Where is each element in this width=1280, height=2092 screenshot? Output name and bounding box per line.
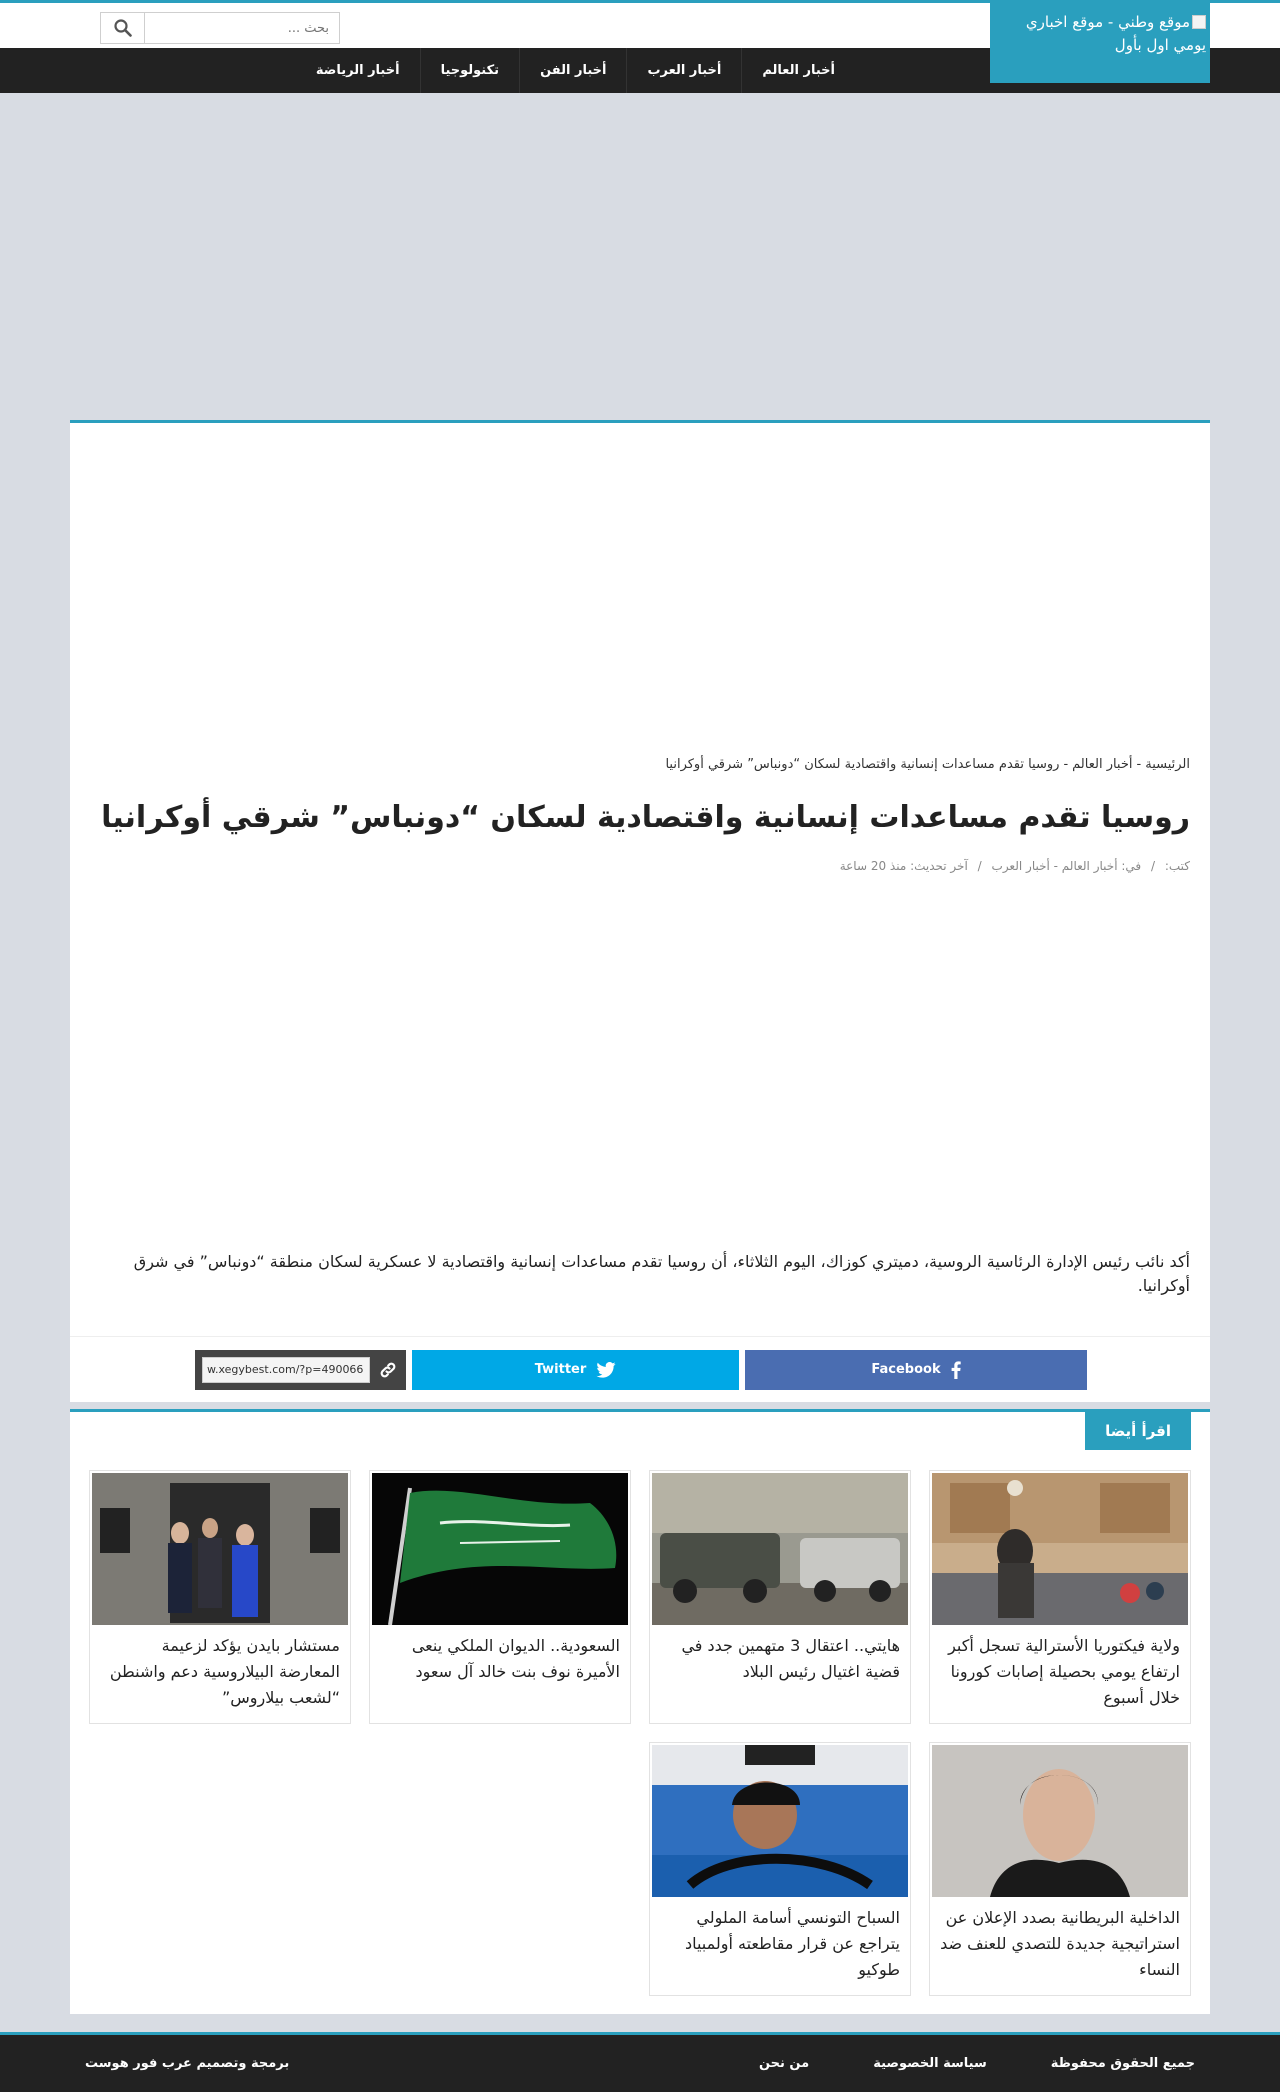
twitter-label: Twitter <box>534 1362 587 1377</box>
nav-item-art-news[interactable]: أخبار الفن <box>519 48 626 93</box>
related-card[interactable] <box>649 1470 911 1724</box>
nav-item-world-news[interactable]: أخبار العالم <box>741 48 855 93</box>
related-grid <box>89 1470 1191 1996</box>
related-header <box>89 1412 1191 1470</box>
breadcrumb-separator: - <box>1063 757 1069 772</box>
facebook-icon <box>951 1361 961 1379</box>
twitter-icon <box>596 1362 616 1378</box>
breadcrumb-separator: - <box>1136 757 1142 772</box>
article-body: أكد نائب رئيس الإدارة الرئاسية الروسية، دميتري كوزاك، اليوم الثلاثاء، أن روسيا تقدم مساعدات إنسانية واقتصادية لا عسكرية لسكان منطقة “دونباس” في شرق أوكرانيا. <box>133 1252 1190 1295</box>
article-title: روسيا تقدم مساعدات إنسانية واقتصادية لسكان “دونباس” شرقي أوكرانيا <box>101 800 1190 835</box>
related-thumbnail <box>932 1745 1188 1897</box>
footer-credit[interactable]: برمجة وتصميم عرب فور هوست <box>85 2056 290 2071</box>
meta-author: كتب: <box>1164 859 1190 873</box>
logo-alt-text <box>994 11 1206 57</box>
related-label: اقرأ أيضا <box>1085 1412 1191 1450</box>
article-header <box>70 755 1210 875</box>
link-icon <box>376 1358 400 1382</box>
related-thumbnail <box>932 1473 1188 1625</box>
twitter-share-button[interactable] <box>412 1350 739 1390</box>
meta-separator: / <box>977 859 982 873</box>
related-card[interactable] <box>649 1742 911 1996</box>
top-ad-space <box>0 93 1280 420</box>
footer-about-link[interactable]: من نحن <box>758 2056 810 2071</box>
breadcrumb-home[interactable]: الرئيسية <box>1145 757 1190 772</box>
article-ad-space <box>70 423 1210 755</box>
breadcrumb <box>90 755 1190 775</box>
in-article-ad-space <box>70 875 1210 1250</box>
section-divider <box>70 1402 1210 1409</box>
related-posts <box>70 1409 1210 2014</box>
breadcrumb-section[interactable]: أخبار العالم <box>1072 757 1133 772</box>
related-title: هايتي.. اعتقال 3 متهمين جدد في قضية اغتيال رئيس البلاد <box>681 1636 900 1681</box>
short-link-input[interactable] <box>202 1357 370 1383</box>
meta-separator: / <box>1150 859 1155 873</box>
related-card[interactable] <box>369 1470 631 1724</box>
top-header <box>0 0 1280 54</box>
site-footer <box>0 2032 1280 2092</box>
related-card[interactable] <box>929 1742 1191 1996</box>
search-icon <box>114 19 132 37</box>
related-thumbnail <box>372 1473 628 1625</box>
related-title: ولاية فيكتوريا الأسترالية تسجل أكبر ارتفاع يومي بحصيلة إصابات كورونا خلال أسبوع <box>948 1636 1180 1707</box>
related-title: السعودية.. الديوان الملكي ينعى الأميرة نوف بنت خالد آل سعود <box>411 1636 620 1681</box>
search-form <box>100 12 340 44</box>
share-bar <box>70 1336 1210 1402</box>
search-input[interactable] <box>145 13 339 43</box>
footer-rights[interactable]: جميع الحقوق محفوظة <box>1050 2056 1195 2071</box>
related-card[interactable] <box>929 1470 1191 1724</box>
meta-updated: آخر تحديث: منذ 20 ساعة <box>839 859 968 873</box>
related-title: السباح التونسي أسامة الملولي يتراجع عن قرار مقاطعته أولمبياد طوكيو <box>684 1908 900 1979</box>
related-title: مستشار بايدن يؤكد لزعيمة المعارضة البيلاروسية دعم واشنطن “لشعب بيلاروس” <box>109 1636 340 1707</box>
nav-item-sports[interactable]: أخبار الرياضة <box>315 63 400 78</box>
article-container <box>70 420 1210 2014</box>
footer-links <box>759 2056 1195 2071</box>
site-logo[interactable] <box>990 3 1210 83</box>
broken-image-icon <box>1192 15 1206 29</box>
footer-privacy-link[interactable]: سياسة الخصوصية <box>873 2056 987 2071</box>
related-thumbnail <box>652 1473 908 1625</box>
article-meta <box>90 857 1190 875</box>
facebook-label: Facebook <box>871 1362 941 1377</box>
meta-categories[interactable]: في: أخبار العالم - أخبار العرب <box>991 859 1142 873</box>
logo-alt-label: موقع وطني - موقع اخباري يومي اول بأول <box>1025 13 1206 54</box>
facebook-share-button[interactable] <box>745 1350 1087 1390</box>
short-link-box <box>195 1350 406 1390</box>
related-thumbnail <box>92 1473 348 1625</box>
related-thumbnail <box>652 1745 908 1897</box>
nav-item-arab-news[interactable]: أخبار العرب <box>626 48 741 93</box>
nav-item-technology[interactable]: تكنولوجيا <box>420 48 520 93</box>
related-card[interactable] <box>89 1470 351 1724</box>
related-title: الداخلية البريطانية بصدد الإعلان عن استراتيجية جديدة للتصدي للعنف ضد النساء <box>940 1908 1180 1979</box>
search-button[interactable] <box>101 13 145 43</box>
breadcrumb-current: روسيا تقدم مساعدات إنسانية واقتصادية لسكان “دونباس” شرقي أوكرانيا <box>665 757 1060 772</box>
